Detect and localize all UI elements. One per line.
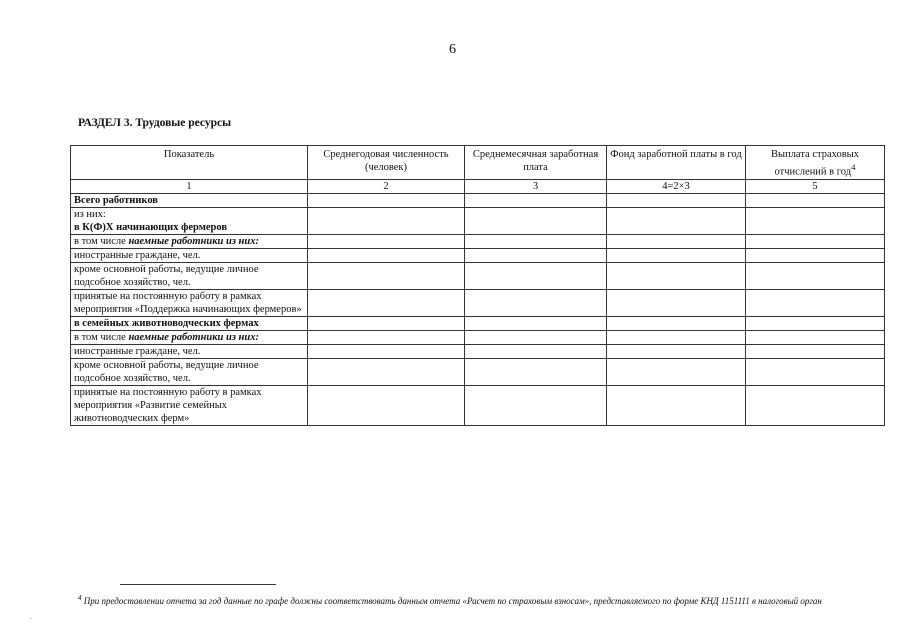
footnote bbox=[78, 592, 888, 608]
value-cell bbox=[465, 249, 607, 263]
value-cell bbox=[308, 345, 465, 359]
value-cell bbox=[308, 235, 465, 249]
value-cell bbox=[465, 263, 607, 290]
value-cell bbox=[465, 331, 607, 345]
value-cell bbox=[746, 263, 885, 290]
value-cell bbox=[746, 235, 885, 249]
row-label bbox=[71, 249, 308, 263]
value-cell bbox=[308, 208, 465, 235]
row-label-text: в том числе bbox=[74, 236, 129, 247]
table-row bbox=[71, 208, 885, 235]
page-number: 6 bbox=[449, 42, 456, 57]
value-cell bbox=[607, 263, 746, 290]
value-cell bbox=[465, 194, 607, 208]
value-cell bbox=[746, 290, 885, 317]
row-label-text: принятые на постоянную работу в рамках мероприятия «Развитие семейных животноводческих ферм» bbox=[74, 387, 262, 424]
value-cell bbox=[746, 249, 885, 263]
header-insurance-label: Выплата страховых отчислений в год bbox=[771, 149, 859, 178]
value-cell bbox=[746, 345, 885, 359]
margin-mark: . bbox=[30, 612, 32, 621]
row-label-text: иностранные граждане, чел. bbox=[74, 250, 201, 261]
row-label bbox=[71, 386, 308, 426]
row-label-text: принятые на постоянную работу в рамках мероприятия «Поддержка начинающих фермеров» bbox=[74, 291, 302, 315]
header-annual-payroll: Фонд заработной платы в год bbox=[607, 146, 746, 180]
value-cell bbox=[465, 208, 607, 235]
value-cell bbox=[308, 249, 465, 263]
table-row bbox=[71, 345, 885, 359]
value-cell bbox=[746, 359, 885, 386]
value-cell bbox=[607, 235, 746, 249]
value-cell bbox=[465, 386, 607, 426]
header-avg-headcount: Среднегодовая численность (человек) bbox=[308, 146, 465, 180]
section-title: РАЗДЕЛ 3. Трудовые ресурсы bbox=[78, 117, 232, 129]
row-label bbox=[71, 263, 308, 290]
value-cell bbox=[308, 194, 465, 208]
header-row bbox=[71, 146, 885, 180]
column-number: 5 bbox=[746, 180, 885, 194]
footnote-text: При предоставлении отчета за год данные по графе должны соответствовать данным отчета «Расчет по страховым взносам», представляемого по форме КНД 1151111 в налоговый орган bbox=[83, 596, 822, 606]
row-label-text: в К(Ф)Х начинающих фермеров bbox=[74, 222, 228, 233]
value-cell bbox=[308, 359, 465, 386]
table-row bbox=[71, 331, 885, 345]
table-body bbox=[71, 194, 885, 426]
table-row bbox=[71, 386, 885, 426]
row-label-text: наемные работники из них: bbox=[128, 332, 259, 343]
table-row bbox=[71, 290, 885, 317]
footnote-mark: 4 bbox=[851, 162, 856, 172]
row-label bbox=[71, 317, 308, 331]
row-label-text: из них: bbox=[74, 209, 106, 220]
row-label bbox=[71, 331, 308, 345]
row-label-text: наемные работники из них: bbox=[128, 236, 259, 247]
column-number: 2 bbox=[308, 180, 465, 194]
row-label-text: кроме основной работы, ведущие личное подсобное хозяйство, чел. bbox=[74, 264, 259, 288]
value-cell bbox=[607, 194, 746, 208]
value-cell bbox=[746, 331, 885, 345]
value-cell bbox=[746, 317, 885, 331]
row-label-text: иностранные граждане, чел. bbox=[74, 346, 201, 357]
table-row bbox=[71, 194, 885, 208]
value-cell bbox=[308, 386, 465, 426]
row-label-text: в семейных животноводческих фермах bbox=[74, 318, 259, 329]
table-row bbox=[71, 317, 885, 331]
row-label-text: Всего работников bbox=[74, 195, 158, 206]
footnote-mark: 4 bbox=[78, 594, 82, 602]
value-cell bbox=[607, 345, 746, 359]
column-number: 4=2×3 bbox=[607, 180, 746, 194]
row-label bbox=[71, 290, 308, 317]
row-label bbox=[71, 359, 308, 386]
row-label bbox=[71, 235, 308, 249]
value-cell bbox=[308, 263, 465, 290]
row-label bbox=[71, 194, 308, 208]
value-cell bbox=[607, 208, 746, 235]
table-row bbox=[71, 249, 885, 263]
value-cell bbox=[465, 317, 607, 331]
value-cell bbox=[607, 386, 746, 426]
column-number: 3 bbox=[465, 180, 607, 194]
value-cell bbox=[746, 194, 885, 208]
header-avg-monthly-wage: Среднемесячная заработная плата bbox=[465, 146, 607, 180]
value-cell bbox=[308, 331, 465, 345]
value-cell bbox=[465, 290, 607, 317]
footnote-divider bbox=[120, 584, 276, 585]
value-cell bbox=[465, 359, 607, 386]
value-cell bbox=[607, 359, 746, 386]
value-cell bbox=[607, 249, 746, 263]
header-insurance-payments bbox=[746, 146, 885, 180]
table-row bbox=[71, 263, 885, 290]
value-cell bbox=[746, 386, 885, 426]
value-cell bbox=[308, 290, 465, 317]
value-cell bbox=[607, 317, 746, 331]
row-label bbox=[71, 345, 308, 359]
row-label-text: в том числе bbox=[74, 332, 129, 343]
value-cell bbox=[308, 317, 465, 331]
column-number: 1 bbox=[71, 180, 308, 194]
value-cell bbox=[465, 235, 607, 249]
table-row bbox=[71, 359, 885, 386]
value-cell bbox=[607, 290, 746, 317]
row-label bbox=[71, 208, 308, 235]
value-cell bbox=[746, 208, 885, 235]
row-label-text: кроме основной работы, ведущие личное подсобное хозяйство, чел. bbox=[74, 360, 259, 384]
header-indicator: Показатель bbox=[71, 146, 308, 180]
value-cell bbox=[465, 345, 607, 359]
column-number-row bbox=[71, 180, 885, 194]
value-cell bbox=[607, 331, 746, 345]
table-row bbox=[71, 235, 885, 249]
labor-resources-table bbox=[70, 145, 885, 426]
